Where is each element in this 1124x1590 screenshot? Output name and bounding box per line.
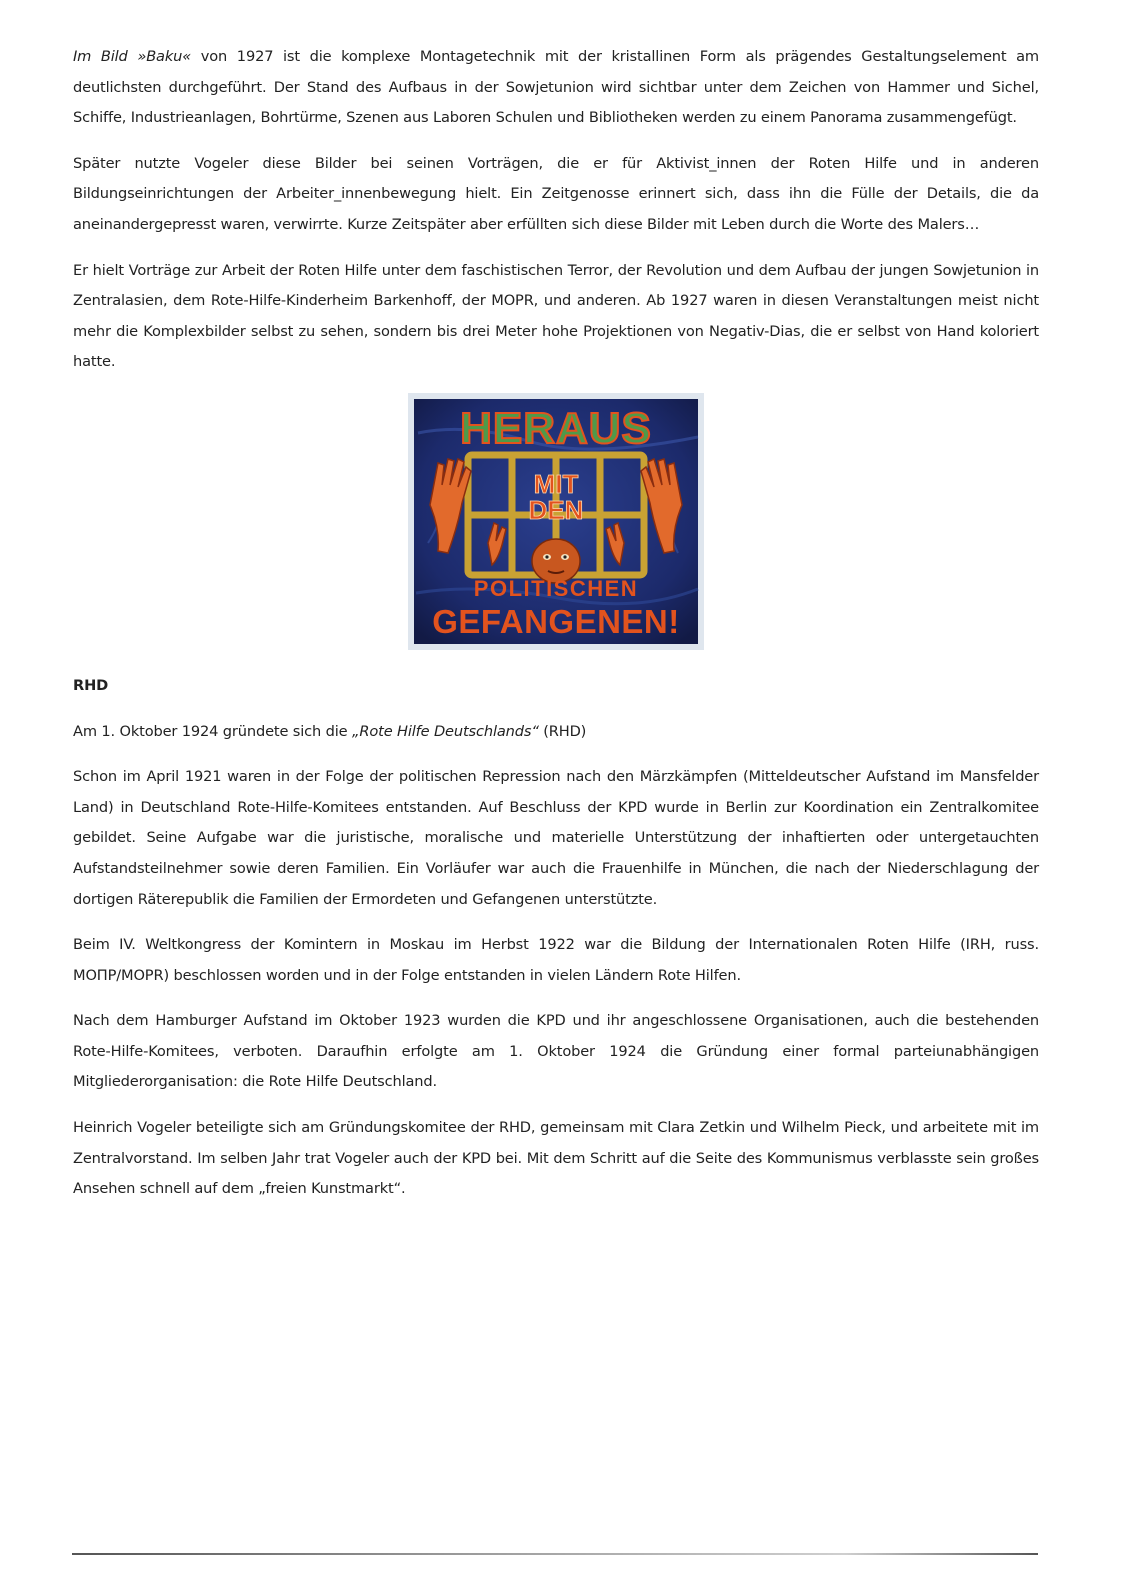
paragraph-committees-1921: Schon im April 1921 waren in der Folge der politischen Repression nach den Märzkämpfen (Mitteldeutscher Aufstand im Mansfelder Land) in Deutschland Rote-Hilfe-Komitees entstanden. Auf Beschluss der KPD wurde in Berlin zur Koordination ein Zentralkomitee gebildet. Seine Aufgabe war die juristische, moralische und materielle Unterstützung der inhaftierten oder untergetauchten Aufstandsteilnehmer sowie deren Familien. Ein Vorläufer war auch die Frauenhilfe in München, die nach der Niederschlagung der dortigen Räterepublik die Familien der Ermordeten und Gefangenen unterstützte. bbox=[73, 768, 1039, 908]
poster-image bbox=[408, 393, 704, 650]
paragraph-komintern: Beim IV. Weltkongress der Komintern in Moskau im Herbst 1922 war die Bildung der Internationalen Roten Hilfe (IRH, russ. МОПР/MOPR) beschlossen worden und in der Folge entstanden in vielen Ländern Rote Hilfen. bbox=[73, 936, 1039, 984]
poster-word-gefangenen: GEFANGENEN! bbox=[432, 602, 680, 640]
paragraph-baku bbox=[73, 42, 1039, 134]
paragraph-baku-text: von 1927 ist die komplexe Montagetechnik mit der kristallinen Form als prägendes Gestaltungselement am deutlichsten durchgeführt. Der Stand des Aufbaus in der Sowjetunion wird sichtbar unter dem Zeichen von Hammer und Sichel, Schiffe, Industrieanlagen, Bohrtürme, Szenen aus Laboren Schulen und Bibliotheken werden zu einem Panorama zusammengefügt. bbox=[73, 48, 1039, 127]
section-heading-rhd: RHD bbox=[73, 676, 109, 694]
poster-word-politischen: POLITISCHEN bbox=[473, 575, 639, 601]
paragraph-founding bbox=[73, 717, 1039, 748]
paragraph-lectures: Später nutzte Vogeler diese Bilder bei seinen Vorträgen, die er für Aktivist_innen der Roten Hilfe und in anderen Bildungseinrichtungen der Arbeiter_innenbewegung hielt. Ein Zeitgenosse erinnert sich, dass ihn die Fülle der Details, die da aneinandergepresst waren, verwirrte. Kurze Zeitspäter aber erfüllten sich diese Bilder mit Leben durch die Worte des Malers… bbox=[73, 154, 1039, 233]
paragraph-lecture-topics: Er hielt Vorträge zur Arbeit der Roten Hilfe unter dem faschistischen Terror, der Revolution und dem Aufbau der jungen Sowjetunion in Zentralasien, dem Rote-Hilfe-Kinderheim Barkenhoff, der MOPR, und anderen. Ab 1927 waren in diesen Veranstaltungen meist nicht mehr die Komplexbilder selbst zu sehen, sondern bis drei Meter hohe Projektionen von Negativ-Dias, die er selbst von Hand koloriert hatte. bbox=[73, 261, 1039, 371]
poster-figure bbox=[408, 393, 704, 650]
founding-text-before: Am 1. Oktober 1924 gründete sich die bbox=[73, 722, 352, 740]
paragraph-vogeler-rhd: Heinrich Vogeler beteiligte sich am Gründungskomitee der RHD, gemeinsam mit Clara Zetkin und Wilhelm Pieck, und arbeitete mit im Zentralvorstand. Im selben Jahr trat Vogeler auch der KPD bei. Mit dem Schritt auf die Seite des Kommunismus verblasste sein großes Ansehen schnell auf dem „freien Kunstmarkt“. bbox=[73, 1119, 1039, 1198]
poster-word-mit: MIT bbox=[533, 468, 579, 499]
footer-rule bbox=[72, 1553, 1038, 1555]
founding-organisation-name: „Rote Hilfe Deutschlands“ bbox=[351, 722, 539, 740]
founding-text-after: (RHD) bbox=[538, 722, 587, 740]
poster-title: HERAUS bbox=[460, 403, 652, 453]
baku-title: Im Bild »Baku« bbox=[73, 48, 192, 65]
document-page bbox=[73, 42, 1039, 1220]
poster-word-den: DEN bbox=[528, 494, 584, 525]
paragraph-hamburg-uprising: Nach dem Hamburger Aufstand im Oktober 1923 wurden die KPD und ihr angeschlossene Organisationen, auch die bestehenden Rote-Hilfe-Komitees, verboten. Daraufhin erfolgte am 1. Oktober 1924 die Gründung einer formal parteiunabhängigen Mitgliederorganisation: die Rote Hilfe Deutschland. bbox=[73, 1012, 1039, 1091]
